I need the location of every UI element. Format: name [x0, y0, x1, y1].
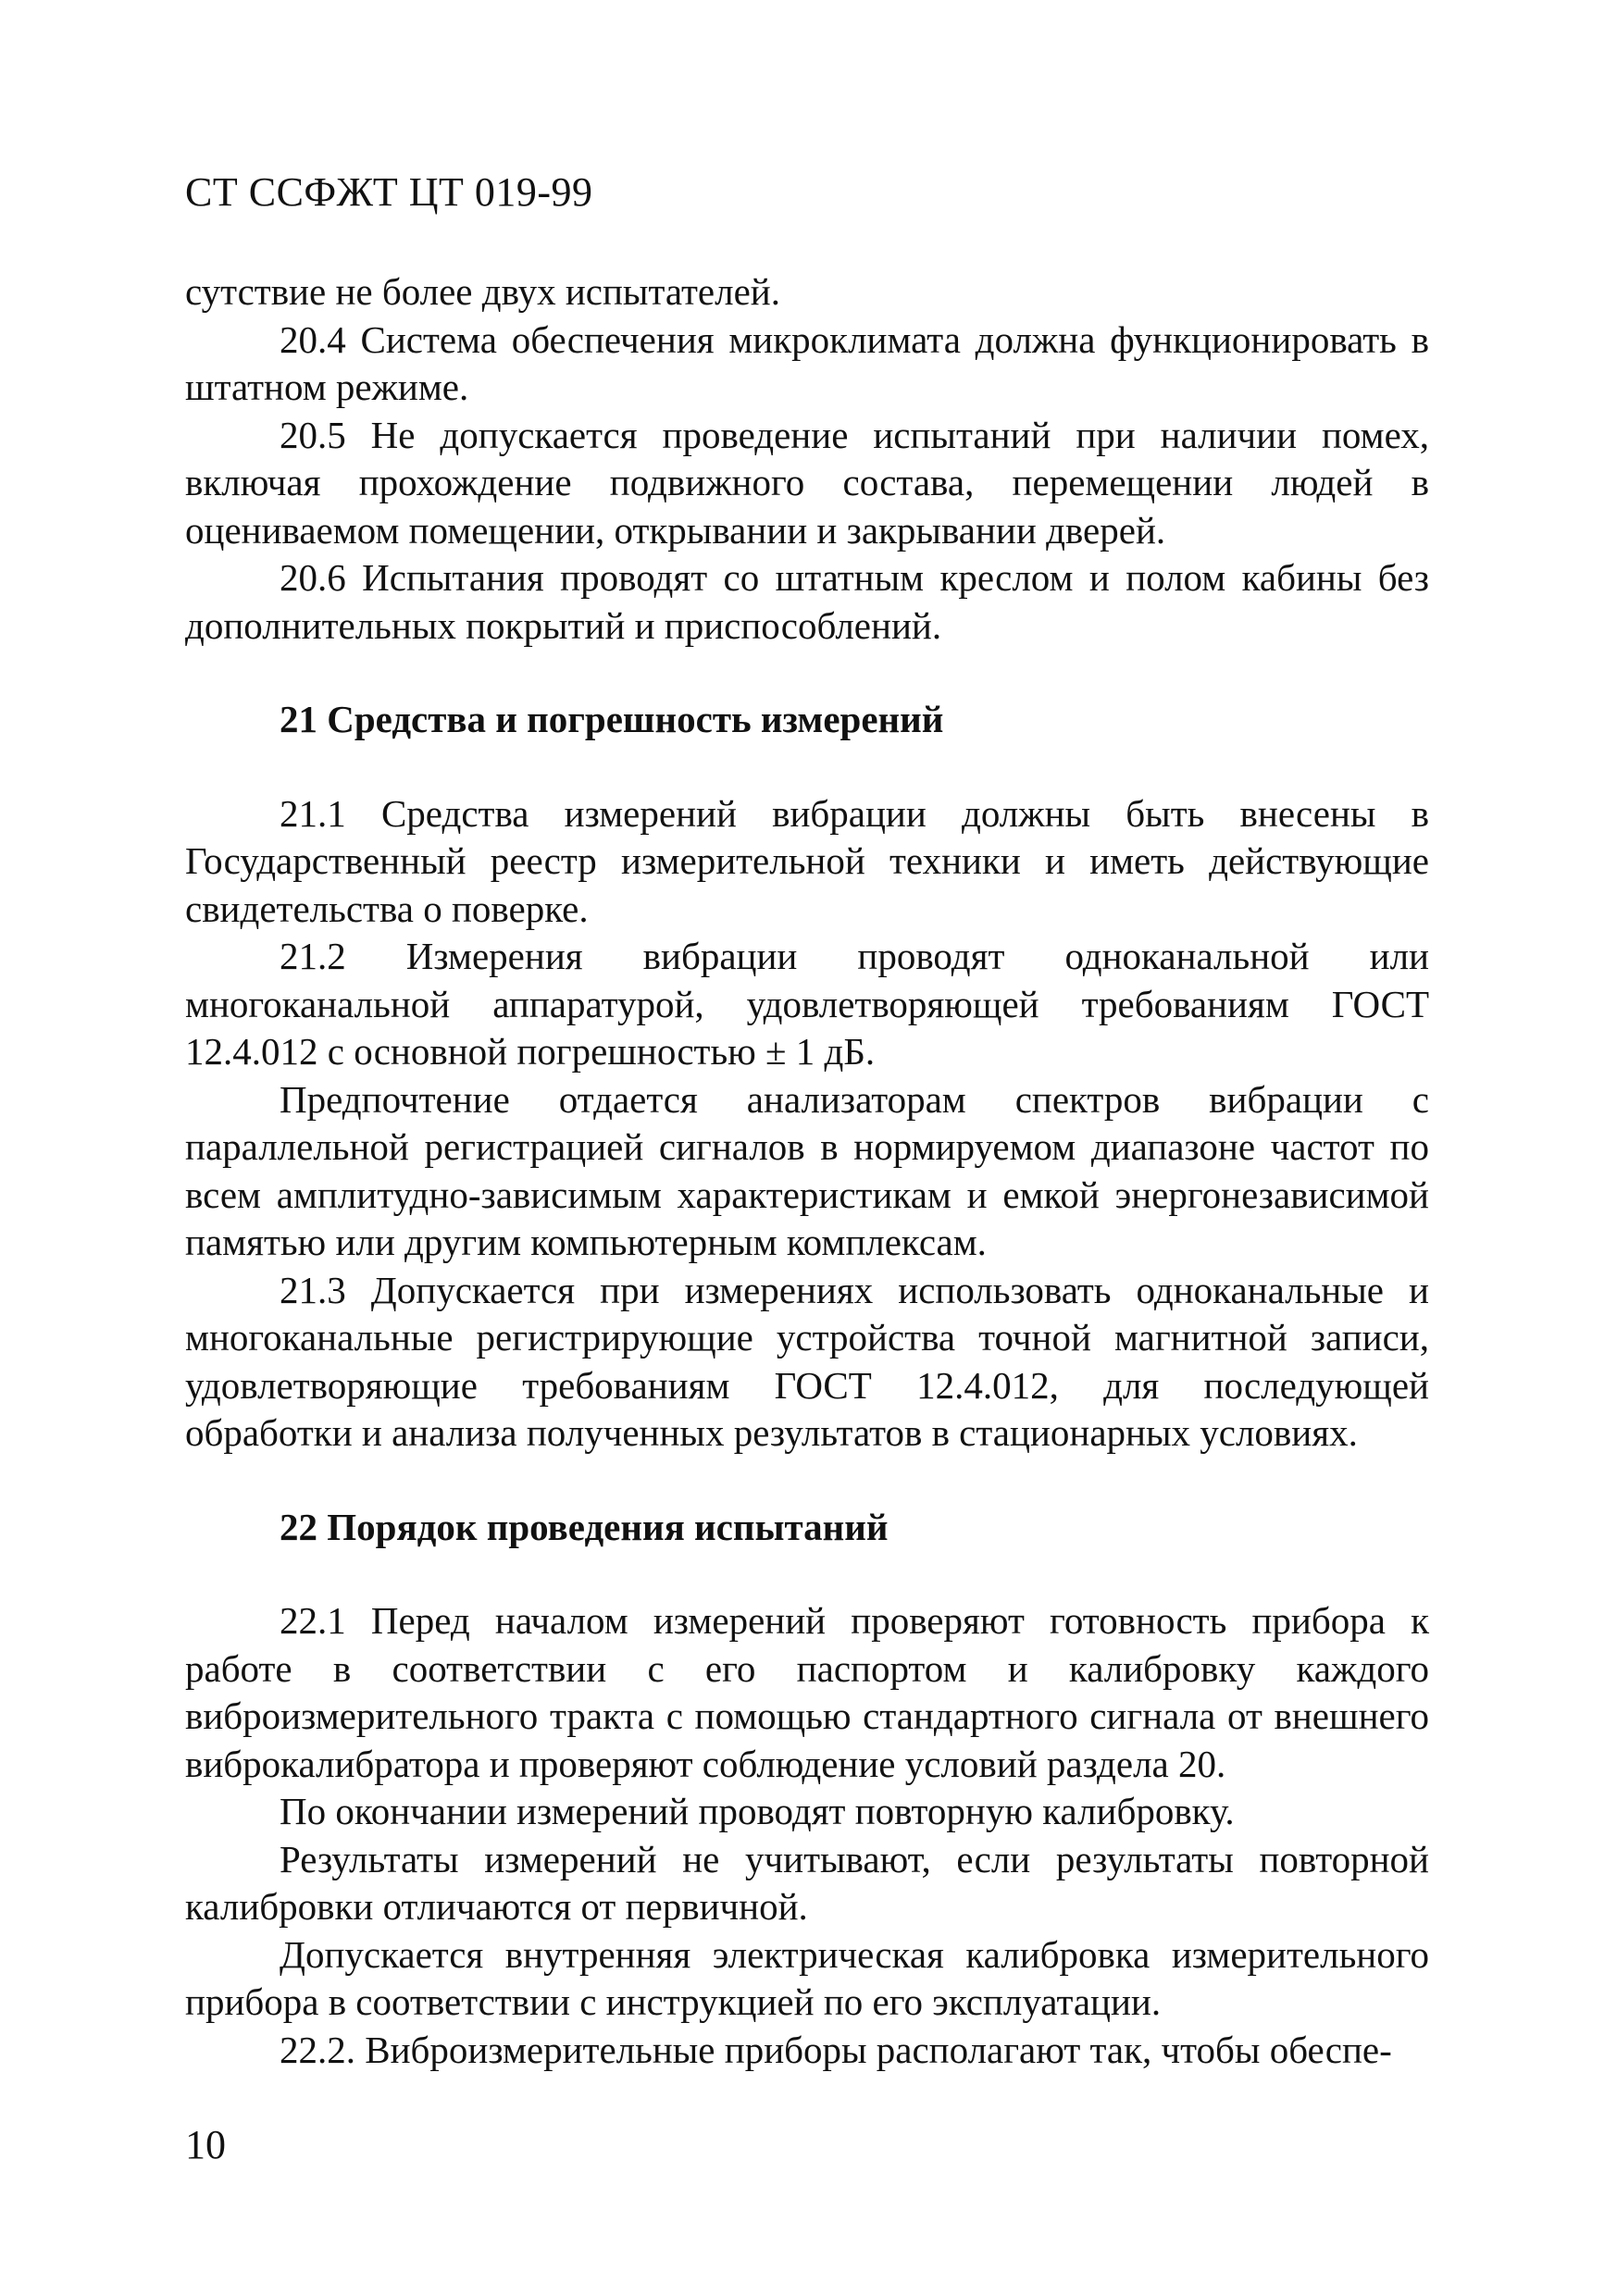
paragraph-22-1-internal-calibration: Допускается внутренняя электрическая калибровка измерительного прибора в соответствии с инструкцией по его эксплуатации.: [185, 1932, 1429, 2023]
paragraph-22-1-results: Результаты измерений не учитывают, если результаты повторной калибровки отличаются от первичной.: [185, 1837, 1429, 1928]
document-code-header: СТ ССФЖТ ЦТ 019-99: [185, 169, 593, 215]
section-heading-21: 21 Средства и погрешность измерений: [280, 698, 944, 740]
paragraph-21-1: 21.1 Средства измерений вибрации должны быть внесены в Государственный реестр измерительной техники и иметь действующие свидетельства о поверке.: [185, 791, 1429, 930]
paragraph-continuation: сутствие не более двух испытателей.: [185, 270, 780, 313]
paragraph-20-4: 20.4 Система обеспечения микроклимата должна функционировать в штатном режиме.: [185, 317, 1429, 408]
paragraph-21-2-preference: Предпочтение отдается анализаторам спектров вибрации с параллельной регистрацией сигналов в нормируемом диапазоне частот по всем амплитудно-зависимым характеристикам и емкой энергонезависимой памятью или другим компьютерным комплексам.: [185, 1077, 1429, 1263]
page-number: 10: [185, 2122, 226, 2167]
section-heading-22: 22 Порядок проведения испытаний: [280, 1505, 889, 1548]
paragraph-22-1-recalibration: По окончании измерений проводят повторную калибровку.: [280, 1790, 1235, 1832]
paragraph-22-1: 22.1 Перед началом измерений проверяют готовность прибора к работе в соответствии с его паспортом и калибровку каждого виброизмерительного тракта с помощью стандартного сигнала от внешнего виброкалибратора и проверяют соблюдение условий раздела 20.: [185, 1599, 1429, 1785]
paragraph-21-3: 21.3 Допускается при измерениях использовать одноканальные и многоканальные регистрирующие устройства точной магнитной записи, удовлетворяющие требованиям ГОСТ 12.4.012, для последующей обработки и анализа полученных результатов в стационарных условиях.: [185, 1268, 1429, 1454]
paragraph-21-2: 21.2 Измерения вибрации проводят одноканальной или многоканальной аппаратурой, удовлетворяющей требованиям ГОСТ 12.4.012 с основной погрешностью ± 1 дБ.: [185, 935, 1429, 1073]
paragraph-22-2: 22.2. Виброизмерительные приборы располагают так, чтобы обеспе-: [280, 2028, 1392, 2071]
paragraph-20-6: 20.6 Испытания проводят со штатным креслом и полом кабины без дополнительных покрытий и приспособлений.: [185, 556, 1429, 647]
document-body: [185, 268, 1429, 2074]
paragraph-20-5: 20.5 Не допускается проведение испытаний при наличии помех, включая прохождение подвижного состава, перемещении людей в оцениваемом помещении, открывании и закрывании дверей.: [185, 413, 1429, 552]
